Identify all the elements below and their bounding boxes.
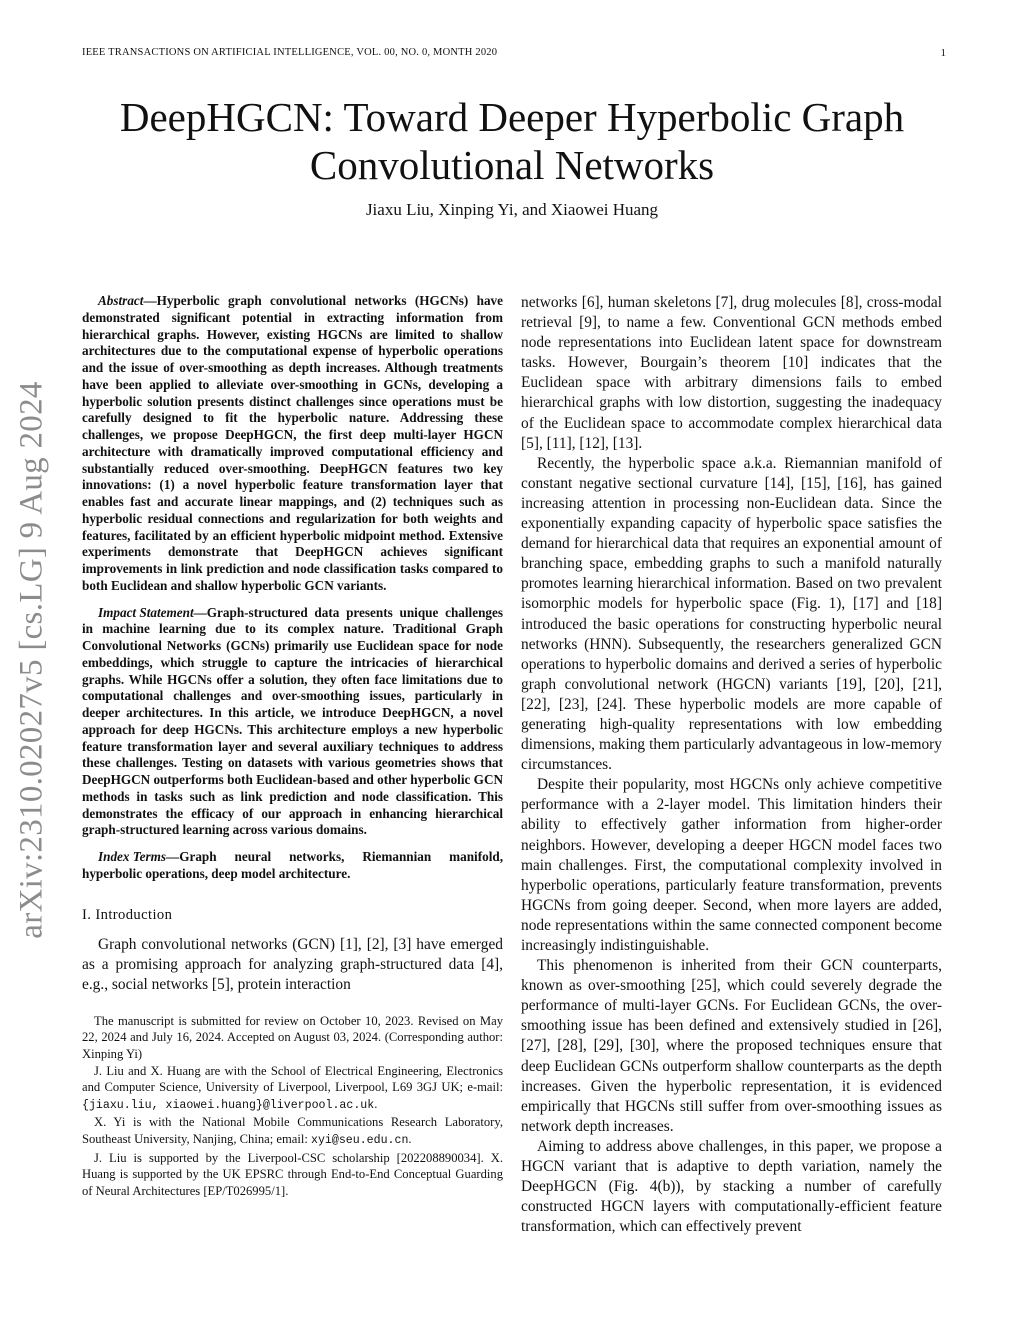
footnote-funding: J. Liu is supported by the Liverpool-CSC scholarship [202208890034]. X. Huang is supported by the UK EPSRC through End-to-End Conceptual Guarding of Neural Architectures [EP/T026995/1]. [82, 1150, 503, 1198]
index-terms [82, 849, 503, 883]
impact-text: —Graph-structured data presents unique challenges in machine learning due to its complex nature. Traditional Graph Convolutional Networks (GCNs) primarily use Euclidean space for node embeddings, which struggle to capture the intricacies of hierarchical graphs. While HGCNs offer a solution, they often face limitations due to computational challenges and over-smoothing issues, particularly in deeper architectures. In this article, we introduce DeepHGCN, a novel approach for deep HGCNs. This architecture employs a new hyperbolic feature transformation layer and several auxiliary techniques to address these challenges. Testing on datasets with various geometries shows that DeepHGCN outperforms both Euclidean-based and other hyperbolic GCN methods in tasks such as link prediction and node classification. This demonstrates the efficacy of our approach in enhancing hierarchical graph-structured learning across various domains. [82, 604, 503, 838]
impact-label: Impact Statement [98, 604, 194, 620]
body-paragraph: Aiming to address above challenges, in this paper, we propose a HGCN variant that is adaptive to depth variation, namely the DeepHGCN (Fig. 4(b)), by stacking a number of carefully constructed HGCN layers with computationally-efficient feature transformation, which can effectively prevent [521, 1137, 942, 1236]
abstract [82, 293, 503, 595]
section-heading-introduction: I. Introduction [82, 906, 173, 923]
footnote-yi-text: X. Yi is with the National Mobile Communications Research Laboratory, Southeast University, Nanjing, China; email: [82, 1115, 503, 1147]
footnote-affiliation-liu-huang: J. Liu and X. Huang are with the School of Electrical Engineering, Electronics and Computer Science, University of Liverpool, Liverpool, L69 3GJ UK; e-mail: {jiaxu.liu, xiaowei.huang}@liverpool.ac.uk. [82, 1063, 503, 1112]
footnotes [82, 1013, 503, 1200]
footnote-affiliation-text: J. Liu and X. Huang are with the School of Electrical Engineering, Electronics and Computer Science, University of Liverpool, Liverpool, L69 3GJ UK; e-mail: [82, 1063, 503, 1095]
email-yi[interactable]: xyi@seu.edu.cn [311, 1134, 409, 1148]
right-column [521, 293, 942, 1237]
body-paragraph: Despite their popularity, most HGCNs only achieve competitive performance with a 2-layer model. This limitation hinders their ability to effectively gather information from higher-order neighbors. However, developing a deeper HGCN model faces two main challenges. First, the computational complexity involved in hyperbolic operations, particularly feature transformation, prevents HGCNs from going deeper. Second, when more layers are added, node representations within the same connected component become increasingly indistinguishable. [521, 776, 942, 954]
abstract-label: Abstract [98, 293, 144, 308]
body-paragraph: networks [6], human skeletons [7], drug molecules [8], cross-modal retrieval [9], to name a few. Conventional GCN methods embed node representations into Euclidean latent space for downstream tasks. However, Bourgain’s theorem [10] indicates that the Euclidean space with arbitrary dimensions fails to embed hierarchical graphs with low distortion, suggesting the inadequacy of the Euclidean space to accommodate complex hierarchical data [5], [11], [12], [13]. [521, 294, 942, 452]
body-paragraph: Recently, the hyperbolic space a.k.a. Riemannian manifold of constant negative sectional curvature [14], [15], [16], has gained increasing attention in processing non-Euclidean data. Since the exponentially expanding capacity of hyperbolic space satisfies the demand for hierarchical data that requires an exponential amount of branching space, embedding graphs to such a manifold naturally promotes learning hierarchical information. Based on two prevalent isomorphic models for hyperbolic space (Fig. 1), [17] and [18] introduced the basic operations for constructing hyperbolic neural networks (HNN). Subsequently, the researchers generalized GCN operations to hyperbolic domains and derived a series of hyperbolic graph convolutional network (HGCN) variants [19], [20], [21], [22], [23], [24]. These hyperbolic models are more capable of generating high-quality representations with low embedding dimensions, making them particularly advantageous in low-memory circumstances. [521, 454, 942, 774]
footnote-affiliation-yi: X. Yi is with the National Mobile Communications Research Laboratory, Southeast University, Nanjing, China; email: xyi@seu.edu.cn. [82, 1115, 503, 1148]
page-number: 1 [940, 47, 946, 59]
running-header: IEEE TRANSACTIONS ON ARTIFICIAL INTELLIGENCE, VOL. 00, NO. 0, MONTH 2020 [82, 47, 498, 58]
paper-title: DeepHGCN: Toward Deeper Hyperbolic Graph Convolutional Networks [119, 94, 905, 188]
email-liu-huang[interactable]: {jiaxu.liu, xiaowei.huang}@liverpool.ac.uk [82, 1098, 375, 1112]
impact-statement [82, 605, 503, 840]
arxiv-stamp [12, 360, 52, 960]
left-column [82, 293, 503, 1199]
body-paragraph: This phenomenon is inherited from their GCN counterparts, known as over-smoothing [25], which could severely degrade the performance of multi-layer GCNs. For Euclidean GCNs, the over-smoothing issue has been defined and extensively studied in [26], [27], [28], [29], [30], where the proposed techniques ensure that deep Euclidean GCNs outperform shallow counterparts as the depth increases. Given the hyperbolic representation, it is evidenced empirically that HGCNs still suffer from over-smoothing issues as network depth increases. [521, 957, 942, 1135]
intro-paragraph: Graph convolutional networks (GCN) [1], [2], [3] have emerged as a promising approach for analyzing graph-structured data [4], e.g., social networks [5], protein interaction [82, 935, 503, 993]
index-terms-label: Index Terms [98, 849, 167, 864]
paper-authors: Jiaxu Liu, Xinping Yi, and Xiaowei Huang [365, 200, 659, 219]
index-terms-text: —Graph neural networks, Riemannian manifold, hyperbolic operations, deep model architecture. [82, 849, 503, 881]
footnote-submission: The manuscript is submitted for review on October 10, 2023. Revised on May 22, 2024 and July 16, 2024. Accepted on August 03, 2024. (Corresponding author: Xinping Yi) [82, 1013, 503, 1062]
arxiv-stamp-text: arXiv:2310.02027v5 [cs.LG] 9 Aug 2024 [13, 381, 50, 939]
abstract-text: —Hyperbolic graph convolutional networks (HGCNs) have demonstrated significant potential in extracting information from hierarchical graphs. However, existing HGCNs are limited to shallow architectures due to the computational expense of hyperbolic operations and the issue of over-smoothing as depth increases. Although treatments have been applied to alleviate over-smoothing in GCNs, developing a hyperbolic solution presents distinct challenges since operations must be carefully designed to fit the hyperbolic nature. Addressing these challenges, we propose DeepHGCN, the first deep multi-layer HGCN architecture with dramatically improved computational efficiency and substantially reduced over-smoothing. DeepHGCN features two key innovations: (1) a novel hyperbolic feature transformation layer that enables fast and accurate linear mappings, and (2) techniques such as hyperbolic residual connections and regularization for both weights and features, facilitated by an efficient hyperbolic midpoint method. Extensive experiments demonstrate that DeepHGCN achieves significant improvements in link prediction and node classification tasks compared to both Euclidean and shallow hyperbolic GCN variants. [82, 293, 503, 593]
